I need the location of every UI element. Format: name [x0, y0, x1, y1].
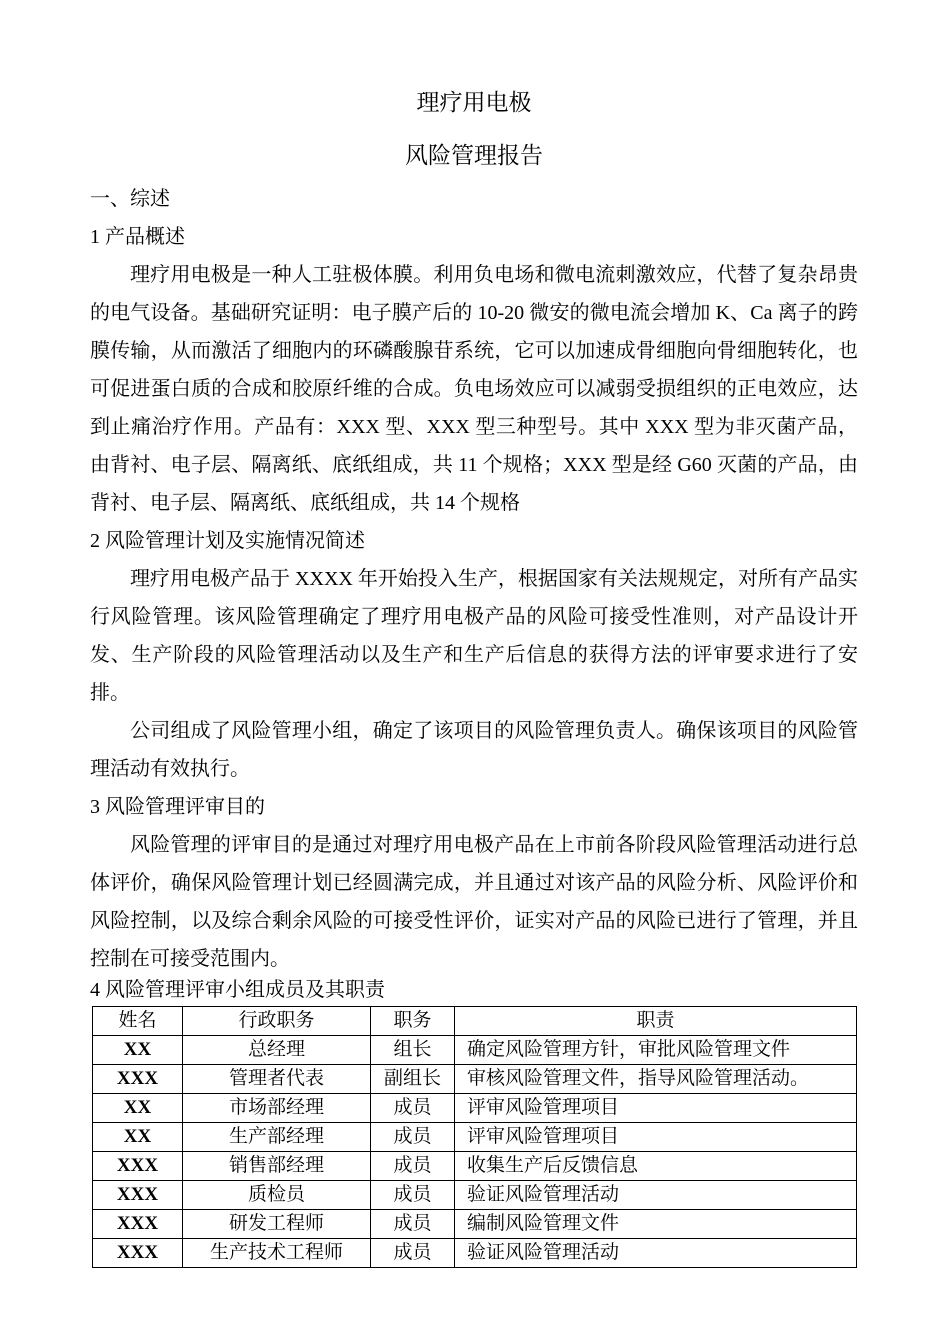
- member-duty: 评审风险管理项目: [455, 1094, 857, 1123]
- member-role: 成员: [371, 1210, 455, 1239]
- member-admin-title: 研发工程师: [183, 1210, 371, 1239]
- table-row: [93, 1210, 857, 1239]
- member-name: XX: [93, 1036, 183, 1065]
- member-admin-title: 管理者代表: [183, 1065, 371, 1094]
- member-role: 副组长: [371, 1065, 455, 1094]
- member-name: XXX: [93, 1152, 183, 1181]
- member-role: 成员: [371, 1181, 455, 1210]
- table-row: [93, 1181, 857, 1210]
- member-name: XXX: [93, 1210, 183, 1239]
- table-row: [93, 1152, 857, 1181]
- member-duty: 收集生产后反馈信息: [455, 1152, 857, 1181]
- table-header-admin-title: 行政职务: [183, 1007, 371, 1036]
- section-heading-overview: 一、综述: [90, 188, 170, 210]
- member-admin-title: 质检员: [183, 1181, 371, 1210]
- paragraph-risk-plan-2: 公司组成了风险管理小组，确定了该项目的风险管理负责人。确保该项目的风险管理活动有效执行。: [90, 720, 858, 780]
- section-heading-risk-plan: 2 风险管理计划及实施情况简述: [90, 530, 365, 552]
- member-duty: 验证风险管理活动: [455, 1239, 857, 1268]
- member-admin-title: 生产技术工程师: [183, 1239, 371, 1268]
- paragraph-review-purpose: 风险管理的评审目的是通过对理疗用电极产品在上市前各阶段风险管理活动进行总体评价，确保风险管理计划已经圆满完成，并且通过对该产品的风险分析、风险评价和风险控制，以及综合剩余风险的可接受性评价，证实对产品的风险已进行了管理，并且控制在可接受范围内。: [90, 834, 858, 970]
- member-duty: 验证风险管理活动: [455, 1181, 857, 1210]
- table-row: [93, 1123, 857, 1152]
- member-admin-title: 总经理: [183, 1036, 371, 1065]
- member-duty: 评审风险管理项目: [455, 1123, 857, 1152]
- paragraph-product-overview: 理疗用电极是一种人工驻极体膜。利用负电场和微电流刺激效应，代替了复杂昂贵的电气设备。基础研究证明：电子膜产后的 10-20 微安的微电流会增加 K、Ca 离子的跨膜传输，从而激活了细胞内的环磷酸腺苷系统，它可以加速成骨细胞向骨细胞转化，也可促进蛋白质的合成和胶原纤维的合成。负电场效应可以减弱受损组织的正电效应，达到止痛治疗作用。产品有：XXX 型、XXX 型三种型号。其中 XXX 型为非灭菌产品，由背衬、电子层、隔离纸、底纸组成，共 11 个规格；XXX 型是经 G60 灭菌的产品，由背衬、电子层、隔离纸、底纸组成，共 14 个规格: [90, 264, 858, 514]
- member-role: 成员: [371, 1094, 455, 1123]
- member-name: XX: [93, 1094, 183, 1123]
- section-heading-product-overview: 1 产品概述: [90, 226, 185, 248]
- table-header-duty: 职责: [455, 1007, 857, 1036]
- member-name: XXX: [93, 1181, 183, 1210]
- member-admin-title: 生产部经理: [183, 1123, 371, 1152]
- table-row: [93, 1065, 857, 1094]
- member-role: 组长: [371, 1036, 455, 1065]
- section-heading-review-purpose: 3 风险管理评审目的: [90, 796, 265, 818]
- member-duty: 编制风险管理文件: [455, 1210, 857, 1239]
- member-role: 成员: [371, 1123, 455, 1152]
- table-header-row: [93, 1007, 857, 1036]
- member-name: XXX: [93, 1065, 183, 1094]
- table-row: [93, 1239, 857, 1268]
- table-row: [93, 1036, 857, 1065]
- section-heading-review-team: 4 风险管理评审小组成员及其职责: [90, 979, 385, 1001]
- paragraph-risk-plan-1: 理疗用电极产品于 XXXX 年开始投入生产，根据国家有关法规规定，对所有产品实行风险管理。该风险管理确定了理疗用电极产品的风险可接受性准则，对产品设计开发、生产阶段的风险管理活动以及生产和生产后信息的获得方法的评审要求进行了安排。: [90, 568, 858, 704]
- member-duty: 审核风险管理文件，指导风险管理活动。: [455, 1065, 857, 1094]
- member-name: XXX: [93, 1239, 183, 1268]
- document-title: 理疗用电极: [416, 90, 532, 115]
- member-admin-title: 销售部经理: [183, 1152, 371, 1181]
- member-role: 成员: [371, 1239, 455, 1268]
- document-subtitle: 风险管理报告: [405, 143, 543, 168]
- table-header-role: 职务: [371, 1007, 455, 1036]
- review-team-table: [92, 1006, 857, 1268]
- table-header-name: 姓名: [93, 1007, 183, 1036]
- member-duty: 确定风险管理方针，审批风险管理文件: [455, 1036, 857, 1065]
- member-name: XX: [93, 1123, 183, 1152]
- member-role: 成员: [371, 1152, 455, 1181]
- member-admin-title: 市场部经理: [183, 1094, 371, 1123]
- table-row: [93, 1094, 857, 1123]
